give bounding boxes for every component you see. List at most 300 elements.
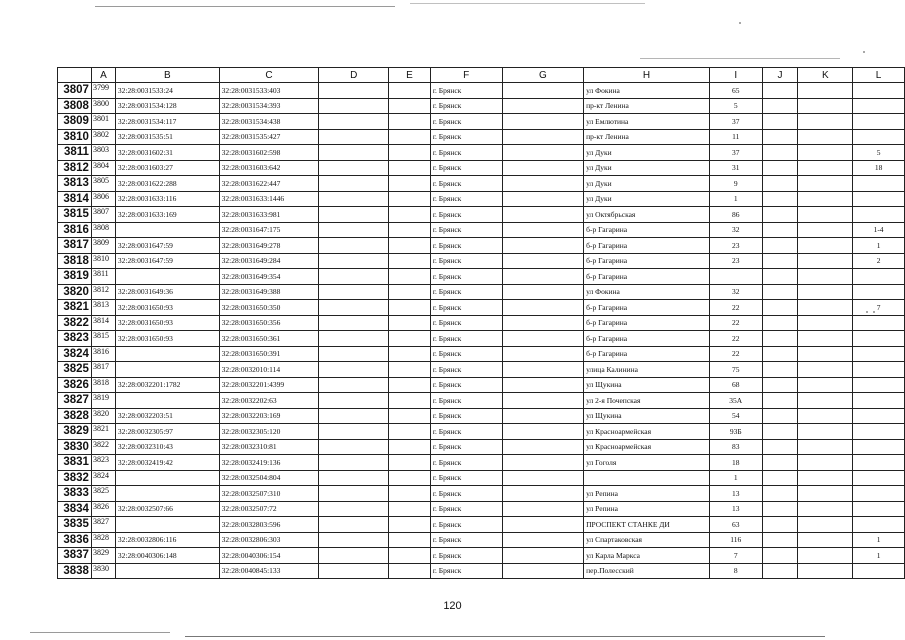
cell-e (389, 83, 431, 99)
cell-i: 35А (709, 393, 762, 409)
cell-l (853, 424, 905, 440)
cell-c: 32:28:0032507:310 (219, 486, 319, 502)
cell-a: 3826 (91, 501, 115, 517)
row-number: 3822 (58, 315, 92, 331)
column-header: K (798, 68, 853, 83)
cell-k (798, 114, 853, 130)
cell-e (389, 269, 431, 285)
cell-k (798, 98, 853, 114)
cell-f: г. Брянск (430, 439, 502, 455)
cell-l (853, 191, 905, 207)
cell-f: г. Брянск (430, 114, 502, 130)
cell-l (853, 393, 905, 409)
cell-k (798, 222, 853, 238)
cell-c: 32:28:0032419:136 (219, 455, 319, 471)
cell-k (798, 331, 853, 347)
cell-c: 32:28:0032203:169 (219, 408, 319, 424)
cell-j (762, 331, 798, 347)
cell-k (798, 346, 853, 362)
cell-j (762, 393, 798, 409)
cell-g (502, 145, 584, 161)
cell-d (319, 346, 389, 362)
cell-j (762, 98, 798, 114)
cell-e (389, 501, 431, 517)
cell-d (319, 269, 389, 285)
cell-j (762, 160, 798, 176)
cell-a: 3811 (91, 269, 115, 285)
cell-k (798, 362, 853, 378)
table-row (58, 160, 905, 176)
table-row (58, 145, 905, 161)
cell-c: 32:28:0032310:81 (219, 439, 319, 455)
cell-f: г. Брянск (430, 284, 502, 300)
cell-e (389, 377, 431, 393)
cell-c: 32:28:0031602:598 (219, 145, 319, 161)
cell-c: 32:28:0031650:361 (219, 331, 319, 347)
cell-g (502, 253, 584, 269)
table-row (58, 331, 905, 347)
cell-i: 37 (709, 114, 762, 130)
cell-j (762, 532, 798, 548)
cell-i: 18 (709, 455, 762, 471)
cell-b (115, 362, 219, 378)
cell-c: 32:28:0031534:438 (219, 114, 319, 130)
column-header: A (91, 68, 115, 83)
cell-a: 3809 (91, 238, 115, 254)
cell-f: г. Брянск (430, 222, 502, 238)
cell-c: 32:28:0032010:114 (219, 362, 319, 378)
cell-j (762, 563, 798, 579)
cell-g (502, 455, 584, 471)
cell-e (389, 331, 431, 347)
cell-l: 1 (853, 548, 905, 564)
row-number: 3809 (58, 114, 92, 130)
cell-g (502, 532, 584, 548)
cell-f: г. Брянск (430, 300, 502, 316)
cell-e (389, 114, 431, 130)
cell-i: 8 (709, 563, 762, 579)
cell-g (502, 238, 584, 254)
cell-c: 32:28:0040845:133 (219, 563, 319, 579)
cell-b: 32:28:0031650:93 (115, 331, 219, 347)
table-row (58, 114, 905, 130)
cell-a: 3812 (91, 284, 115, 300)
cell-g (502, 315, 584, 331)
cell-b: 32:28:0032419:42 (115, 455, 219, 471)
cell-d (319, 284, 389, 300)
cell-j (762, 176, 798, 192)
cell-k (798, 408, 853, 424)
row-number: 3808 (58, 98, 92, 114)
cell-e (389, 191, 431, 207)
row-number: 3814 (58, 191, 92, 207)
table-row (58, 501, 905, 517)
cell-e (389, 532, 431, 548)
cell-f: г. Брянск (430, 532, 502, 548)
cell-d (319, 191, 389, 207)
cell-i: 1 (709, 470, 762, 486)
cell-d (319, 222, 389, 238)
cell-h: б-р Гагарина (584, 253, 710, 269)
cell-i: 7 (709, 548, 762, 564)
cell-e (389, 98, 431, 114)
cell-h: улица Калинина (584, 362, 710, 378)
cell-i: 22 (709, 315, 762, 331)
cell-b: 32:28:0031602:31 (115, 145, 219, 161)
cell-h: ул Фокина (584, 284, 710, 300)
cell-h: ул Дуки (584, 160, 710, 176)
column-header: E (389, 68, 431, 83)
row-number: 3838 (58, 563, 92, 579)
cell-k (798, 532, 853, 548)
row-number: 3812 (58, 160, 92, 176)
cell-j (762, 222, 798, 238)
cell-b: 32:28:0031534:128 (115, 98, 219, 114)
row-number: 3829 (58, 424, 92, 440)
cell-h: пр-кт Ленина (584, 98, 710, 114)
cell-j (762, 548, 798, 564)
cell-c: 32:28:0032202:63 (219, 393, 319, 409)
cell-h: ул Щукина (584, 408, 710, 424)
row-number: 3830 (58, 439, 92, 455)
cell-d (319, 439, 389, 455)
row-number: 3807 (58, 83, 92, 99)
cell-a: 3806 (91, 191, 115, 207)
table-row (58, 284, 905, 300)
cell-d (319, 207, 389, 223)
cell-b (115, 269, 219, 285)
cell-e (389, 207, 431, 223)
cell-k (798, 315, 853, 331)
cell-f: г. Брянск (430, 191, 502, 207)
cell-g (502, 470, 584, 486)
cell-e (389, 315, 431, 331)
table-row (58, 346, 905, 362)
cell-g (502, 501, 584, 517)
cell-a: 3820 (91, 408, 115, 424)
cell-a: 3821 (91, 424, 115, 440)
cell-d (319, 331, 389, 347)
cell-f: г. Брянск (430, 424, 502, 440)
cell-f: г. Брянск (430, 470, 502, 486)
cell-a: 3808 (91, 222, 115, 238)
cell-g (502, 548, 584, 564)
cell-a: 3801 (91, 114, 115, 130)
row-number: 3823 (58, 331, 92, 347)
cell-j (762, 238, 798, 254)
cell-a: 3799 (91, 83, 115, 99)
cell-h: ул Репина (584, 486, 710, 502)
cell-e (389, 408, 431, 424)
cell-f: г. Брянск (430, 238, 502, 254)
cell-d (319, 486, 389, 502)
scan-artifact-line (185, 636, 825, 637)
cell-g (502, 486, 584, 502)
row-number: 3820 (58, 284, 92, 300)
cell-l: 5 (853, 145, 905, 161)
cell-h: ул Дуки (584, 191, 710, 207)
cell-l: 2 (853, 253, 905, 269)
cell-d (319, 563, 389, 579)
cell-e (389, 486, 431, 502)
cell-b: 32:28:0031647:59 (115, 253, 219, 269)
cell-c: 32:28:0031535:427 (219, 129, 319, 145)
cell-j (762, 517, 798, 533)
scan-artifact-dot (863, 51, 865, 53)
cell-k (798, 563, 853, 579)
cell-k (798, 207, 853, 223)
table-row (58, 191, 905, 207)
cell-a: 3810 (91, 253, 115, 269)
cell-g (502, 362, 584, 378)
cell-b: 32:28:0032203:51 (115, 408, 219, 424)
cell-f: г. Брянск (430, 362, 502, 378)
cell-e (389, 517, 431, 533)
table-row (58, 222, 905, 238)
cell-f: г. Брянск (430, 346, 502, 362)
column-header: I (709, 68, 762, 83)
cell-i: 116 (709, 532, 762, 548)
cell-f: г. Брянск (430, 331, 502, 347)
cell-d (319, 377, 389, 393)
cell-g (502, 563, 584, 579)
cell-g (502, 284, 584, 300)
cell-g (502, 331, 584, 347)
table-row (58, 517, 905, 533)
cell-i: 9 (709, 176, 762, 192)
cell-d (319, 408, 389, 424)
cell-d (319, 424, 389, 440)
column-header: G (502, 68, 584, 83)
cell-l (853, 98, 905, 114)
cell-a: 3800 (91, 98, 115, 114)
cell-l (853, 346, 905, 362)
cell-b (115, 563, 219, 579)
cell-a: 3817 (91, 362, 115, 378)
table-row (58, 486, 905, 502)
cell-a: 3823 (91, 455, 115, 471)
table-row (58, 424, 905, 440)
cell-l (853, 455, 905, 471)
cell-g (502, 269, 584, 285)
cell-c: 32:28:0031603:642 (219, 160, 319, 176)
cell-f: г. Брянск (430, 563, 502, 579)
cell-i: 86 (709, 207, 762, 223)
cell-g (502, 207, 584, 223)
column-header: J (762, 68, 798, 83)
cell-i: 32 (709, 284, 762, 300)
row-number: 3826 (58, 377, 92, 393)
cell-b: 32:28:0031647:59 (115, 238, 219, 254)
row-number: 3837 (58, 548, 92, 564)
cell-l: 1 (853, 238, 905, 254)
cell-k (798, 176, 853, 192)
cell-i: 5 (709, 98, 762, 114)
cell-d (319, 114, 389, 130)
cell-j (762, 377, 798, 393)
cell-h: ул Дуки (584, 176, 710, 192)
cell-k (798, 393, 853, 409)
cell-l (853, 408, 905, 424)
cell-k (798, 424, 853, 440)
cell-e (389, 160, 431, 176)
cell-l (853, 331, 905, 347)
cell-c: 32:28:0031633:981 (219, 207, 319, 223)
cell-j (762, 284, 798, 300)
cell-f: г. Брянск (430, 207, 502, 223)
cell-b: 32:28:0031633:116 (115, 191, 219, 207)
row-number: 3810 (58, 129, 92, 145)
cell-j (762, 362, 798, 378)
cell-e (389, 129, 431, 145)
cell-c: 32:28:0032803:596 (219, 517, 319, 533)
cell-i: 68 (709, 377, 762, 393)
spreadsheet-table (57, 67, 905, 579)
cell-b: 32:28:0032201:1782 (115, 377, 219, 393)
cell-k (798, 238, 853, 254)
cell-a: 3822 (91, 439, 115, 455)
cell-b: 32:28:0031534:117 (115, 114, 219, 130)
cell-f: г. Брянск (430, 315, 502, 331)
cell-k (798, 253, 853, 269)
table-row (58, 176, 905, 192)
cell-f: г. Брянск (430, 160, 502, 176)
cell-g (502, 424, 584, 440)
cell-l (853, 176, 905, 192)
row-number: 3821 (58, 300, 92, 316)
cell-i (709, 269, 762, 285)
table-row (58, 253, 905, 269)
cell-k (798, 269, 853, 285)
row-number: 3813 (58, 176, 92, 192)
row-number: 3833 (58, 486, 92, 502)
cell-c: 32:28:0031633:1446 (219, 191, 319, 207)
cell-h: ул Красноармейская (584, 424, 710, 440)
scan-artifact-line (640, 58, 840, 59)
cell-i: 22 (709, 346, 762, 362)
cell-j (762, 145, 798, 161)
cell-e (389, 393, 431, 409)
cell-k (798, 548, 853, 564)
row-number: 3831 (58, 455, 92, 471)
cell-b: 32:28:0032507:66 (115, 501, 219, 517)
table-row (58, 207, 905, 223)
cell-h: ул Октябрьская (584, 207, 710, 223)
cell-c: 32:28:0032504:804 (219, 470, 319, 486)
cell-e (389, 145, 431, 161)
row-number: 3828 (58, 408, 92, 424)
cell-k (798, 191, 853, 207)
cell-c: 32:28:0031534:393 (219, 98, 319, 114)
cell-i: 31 (709, 160, 762, 176)
cell-g (502, 176, 584, 192)
cell-f: г. Брянск (430, 98, 502, 114)
cell-j (762, 315, 798, 331)
cell-c: 32:28:0031622:447 (219, 176, 319, 192)
table-body (58, 83, 905, 579)
cell-c: 32:28:0032806:303 (219, 532, 319, 548)
cell-i: 23 (709, 238, 762, 254)
cell-g (502, 98, 584, 114)
cell-b: 32:28:0031650:93 (115, 300, 219, 316)
cell-c: 32:28:0031647:175 (219, 222, 319, 238)
cell-j (762, 486, 798, 502)
cell-b (115, 393, 219, 409)
cell-c: 32:28:0031649:284 (219, 253, 319, 269)
row-number: 3834 (58, 501, 92, 517)
cell-f: г. Брянск (430, 408, 502, 424)
cell-j (762, 191, 798, 207)
cell-g (502, 517, 584, 533)
cell-d (319, 517, 389, 533)
cell-f: г. Брянск (430, 517, 502, 533)
cell-i: 22 (709, 300, 762, 316)
table-row (58, 269, 905, 285)
cell-l (853, 362, 905, 378)
cell-c: 32:28:0031649:388 (219, 284, 319, 300)
scan-artifact-line (95, 6, 395, 7)
row-number: 3824 (58, 346, 92, 362)
cell-a: 3824 (91, 470, 115, 486)
row-number: 3811 (58, 145, 92, 161)
cell-b: 32:28:0031535:51 (115, 129, 219, 145)
cell-d (319, 532, 389, 548)
cell-k (798, 377, 853, 393)
row-number: 3827 (58, 393, 92, 409)
cell-g (502, 83, 584, 99)
cell-l (853, 517, 905, 533)
cell-l (853, 501, 905, 517)
cell-b: 32:28:0031622:288 (115, 176, 219, 192)
column-header: C (219, 68, 319, 83)
cell-f: г. Брянск (430, 269, 502, 285)
cell-c: 32:28:0032507:72 (219, 501, 319, 517)
cell-h: б-р Гагарина (584, 315, 710, 331)
cell-j (762, 253, 798, 269)
cell-h: б-р Гагарина (584, 222, 710, 238)
cell-f: г. Брянск (430, 393, 502, 409)
cell-l (853, 377, 905, 393)
cell-j (762, 470, 798, 486)
cell-h: б-р Гагарина (584, 331, 710, 347)
cell-c: 32:28:0031650:356 (219, 315, 319, 331)
cell-i: 83 (709, 439, 762, 455)
cell-k (798, 284, 853, 300)
cell-d (319, 548, 389, 564)
cell-j (762, 83, 798, 99)
cell-h: ул Красноармейская (584, 439, 710, 455)
cell-i: 13 (709, 486, 762, 502)
cell-l (853, 83, 905, 99)
cell-h: ул 2-я Почепская (584, 393, 710, 409)
table-row (58, 362, 905, 378)
cell-b: 32:28:0032310:43 (115, 439, 219, 455)
cell-a: 3829 (91, 548, 115, 564)
cell-k (798, 455, 853, 471)
row-number: 3836 (58, 532, 92, 548)
cell-h: пр-кт Ленина (584, 129, 710, 145)
cell-e (389, 470, 431, 486)
cell-d (319, 129, 389, 145)
cell-a: 3828 (91, 532, 115, 548)
cell-c: 32:28:0040306:154 (219, 548, 319, 564)
cell-f: г. Брянск (430, 253, 502, 269)
cell-k (798, 470, 853, 486)
cell-i: 65 (709, 83, 762, 99)
cell-l (853, 486, 905, 502)
row-number: 3819 (58, 269, 92, 285)
cell-d (319, 455, 389, 471)
